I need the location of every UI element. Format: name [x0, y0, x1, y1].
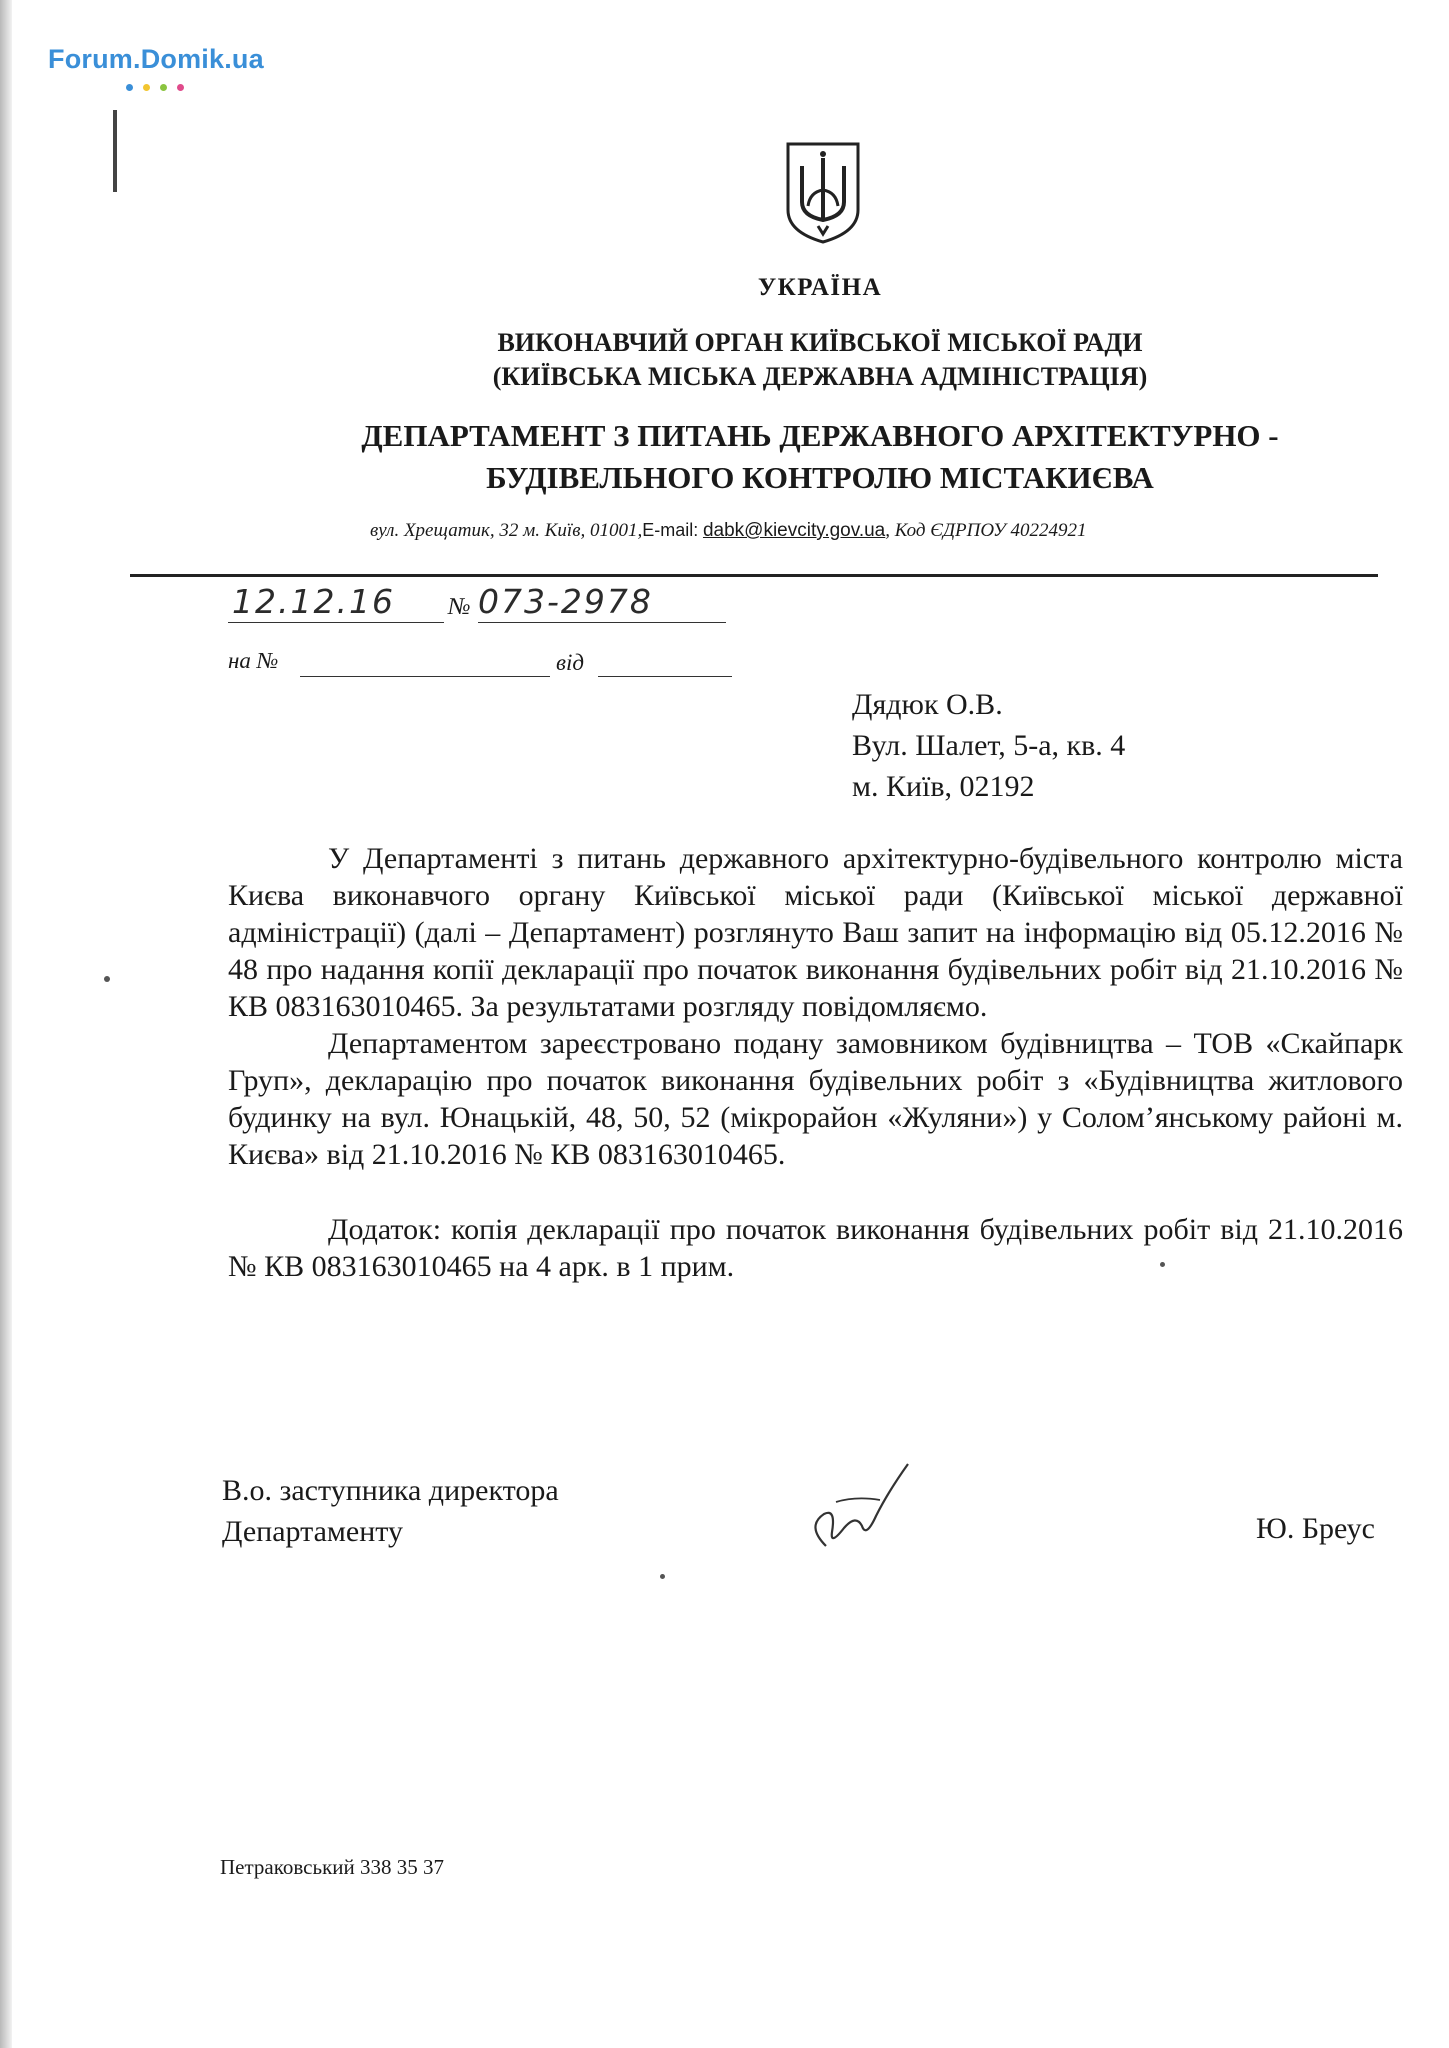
scan-edge-shadow — [0, 0, 12, 2048]
watermark: Forum.Domik.ua — [48, 44, 264, 74]
reply-number-line — [300, 676, 550, 677]
letter-body — [228, 840, 1403, 1285]
scan-speck — [1160, 1262, 1165, 1267]
reply-date-line — [598, 676, 732, 677]
department-title-line2: БУДІВЕЛЬНОГО КОНТРОЛЮ МІСТАКИЄВА — [486, 460, 1154, 495]
executor-contact: Петраковський 338 35 37 — [220, 1855, 444, 1879]
ukraine-trident-emblem-icon — [784, 140, 862, 246]
outgoing-number-label: № — [448, 594, 471, 620]
signer-name: Ю. Бреус — [1256, 1512, 1375, 1545]
outgoing-date: 12.12.16 — [232, 582, 395, 621]
watermark-dots — [126, 78, 194, 96]
reply-number-label: на № — [228, 648, 279, 673]
header-divider — [130, 574, 1378, 577]
attachment-paragraph: Додаток: копія декларації про початок виконання будівельних робіт від 21.10.2016 № КВ 083163010465 на 4 арк. в 1 прим. — [228, 1213, 1403, 1283]
scan-speck — [104, 976, 110, 982]
signer-position-line1: В.о. заступника директора — [222, 1474, 559, 1507]
reply-from-label: від — [556, 650, 585, 675]
margin-mark — [113, 110, 117, 192]
country-title: УКРАЇНА — [757, 274, 883, 301]
date-underline — [228, 622, 444, 623]
department-address — [370, 520, 1270, 542]
paragraph-gap — [228, 1173, 1403, 1211]
email-label: E-mail: — [642, 520, 699, 540]
recipient-name: Дядюк О.В. — [852, 688, 1003, 721]
body-paragraph-2: Департаментом зареєстровано подану замовником будівництва – ТОВ «Скайпарк Груп», декларацію про початок виконання будівельних робіт з «Будівництва житлового будинку на вул. Юнацькій, 48, 50, 52 (мікрорайон «Жуляни») у Солом’янському районі м. Києва» від 21.10.2016 № КВ 083163010465. — [228, 1027, 1403, 1171]
signer-position — [222, 1470, 559, 1552]
email-link[interactable]: dabk@kievcity.gov.ua — [702, 520, 886, 541]
org-title-line1: ВИКОНАВЧИЙ ОРГАН КИЇВСЬКОЇ МІСЬКОЇ РАДИ — [497, 328, 1143, 357]
department-title-line1: ДЕПАРТАМЕНТ З ПИТАНЬ ДЕРЖАВНОГО АРХІТЕКТУРНО - — [361, 418, 1279, 453]
number-underline — [478, 622, 726, 623]
handwritten-signature-icon — [796, 1456, 916, 1556]
recipient-city: м. Київ, 02192 — [852, 770, 1035, 803]
body-paragraph-1: У Департаменті з питань державного архітектурно-будівельного контролю міста Києва виконавчого органу Київської міської ради (Київської міської державної адміністрації) (далі – Департамент) розглянуто Ваш запит на інформацію від 05.12.2016 № 48 про надання копії декларації про початок виконання будівельних робіт від 21.10.2016 № КВ 083163010465. За результатами розгляду повідомляємо. — [228, 842, 1403, 1023]
scan-speck — [660, 1574, 665, 1579]
signer-position-line2: Департаменту — [222, 1515, 403, 1548]
recipient-street: Вул. Шалет, 5-а, кв. 4 — [852, 729, 1126, 762]
recipient-block — [852, 684, 1125, 807]
outgoing-number: 073-2978 — [478, 582, 653, 621]
address-text: вул. Хрещатик, 32 м. Київ, 01001, — [370, 520, 643, 541]
org-title-line2: (КИЇВСЬКА МІСЬКА ДЕРЖАВНА АДМІНІСТРАЦІЯ) — [492, 362, 1148, 391]
edrpou-code: , Код ЄДРПОУ 40224921 — [885, 520, 1087, 541]
